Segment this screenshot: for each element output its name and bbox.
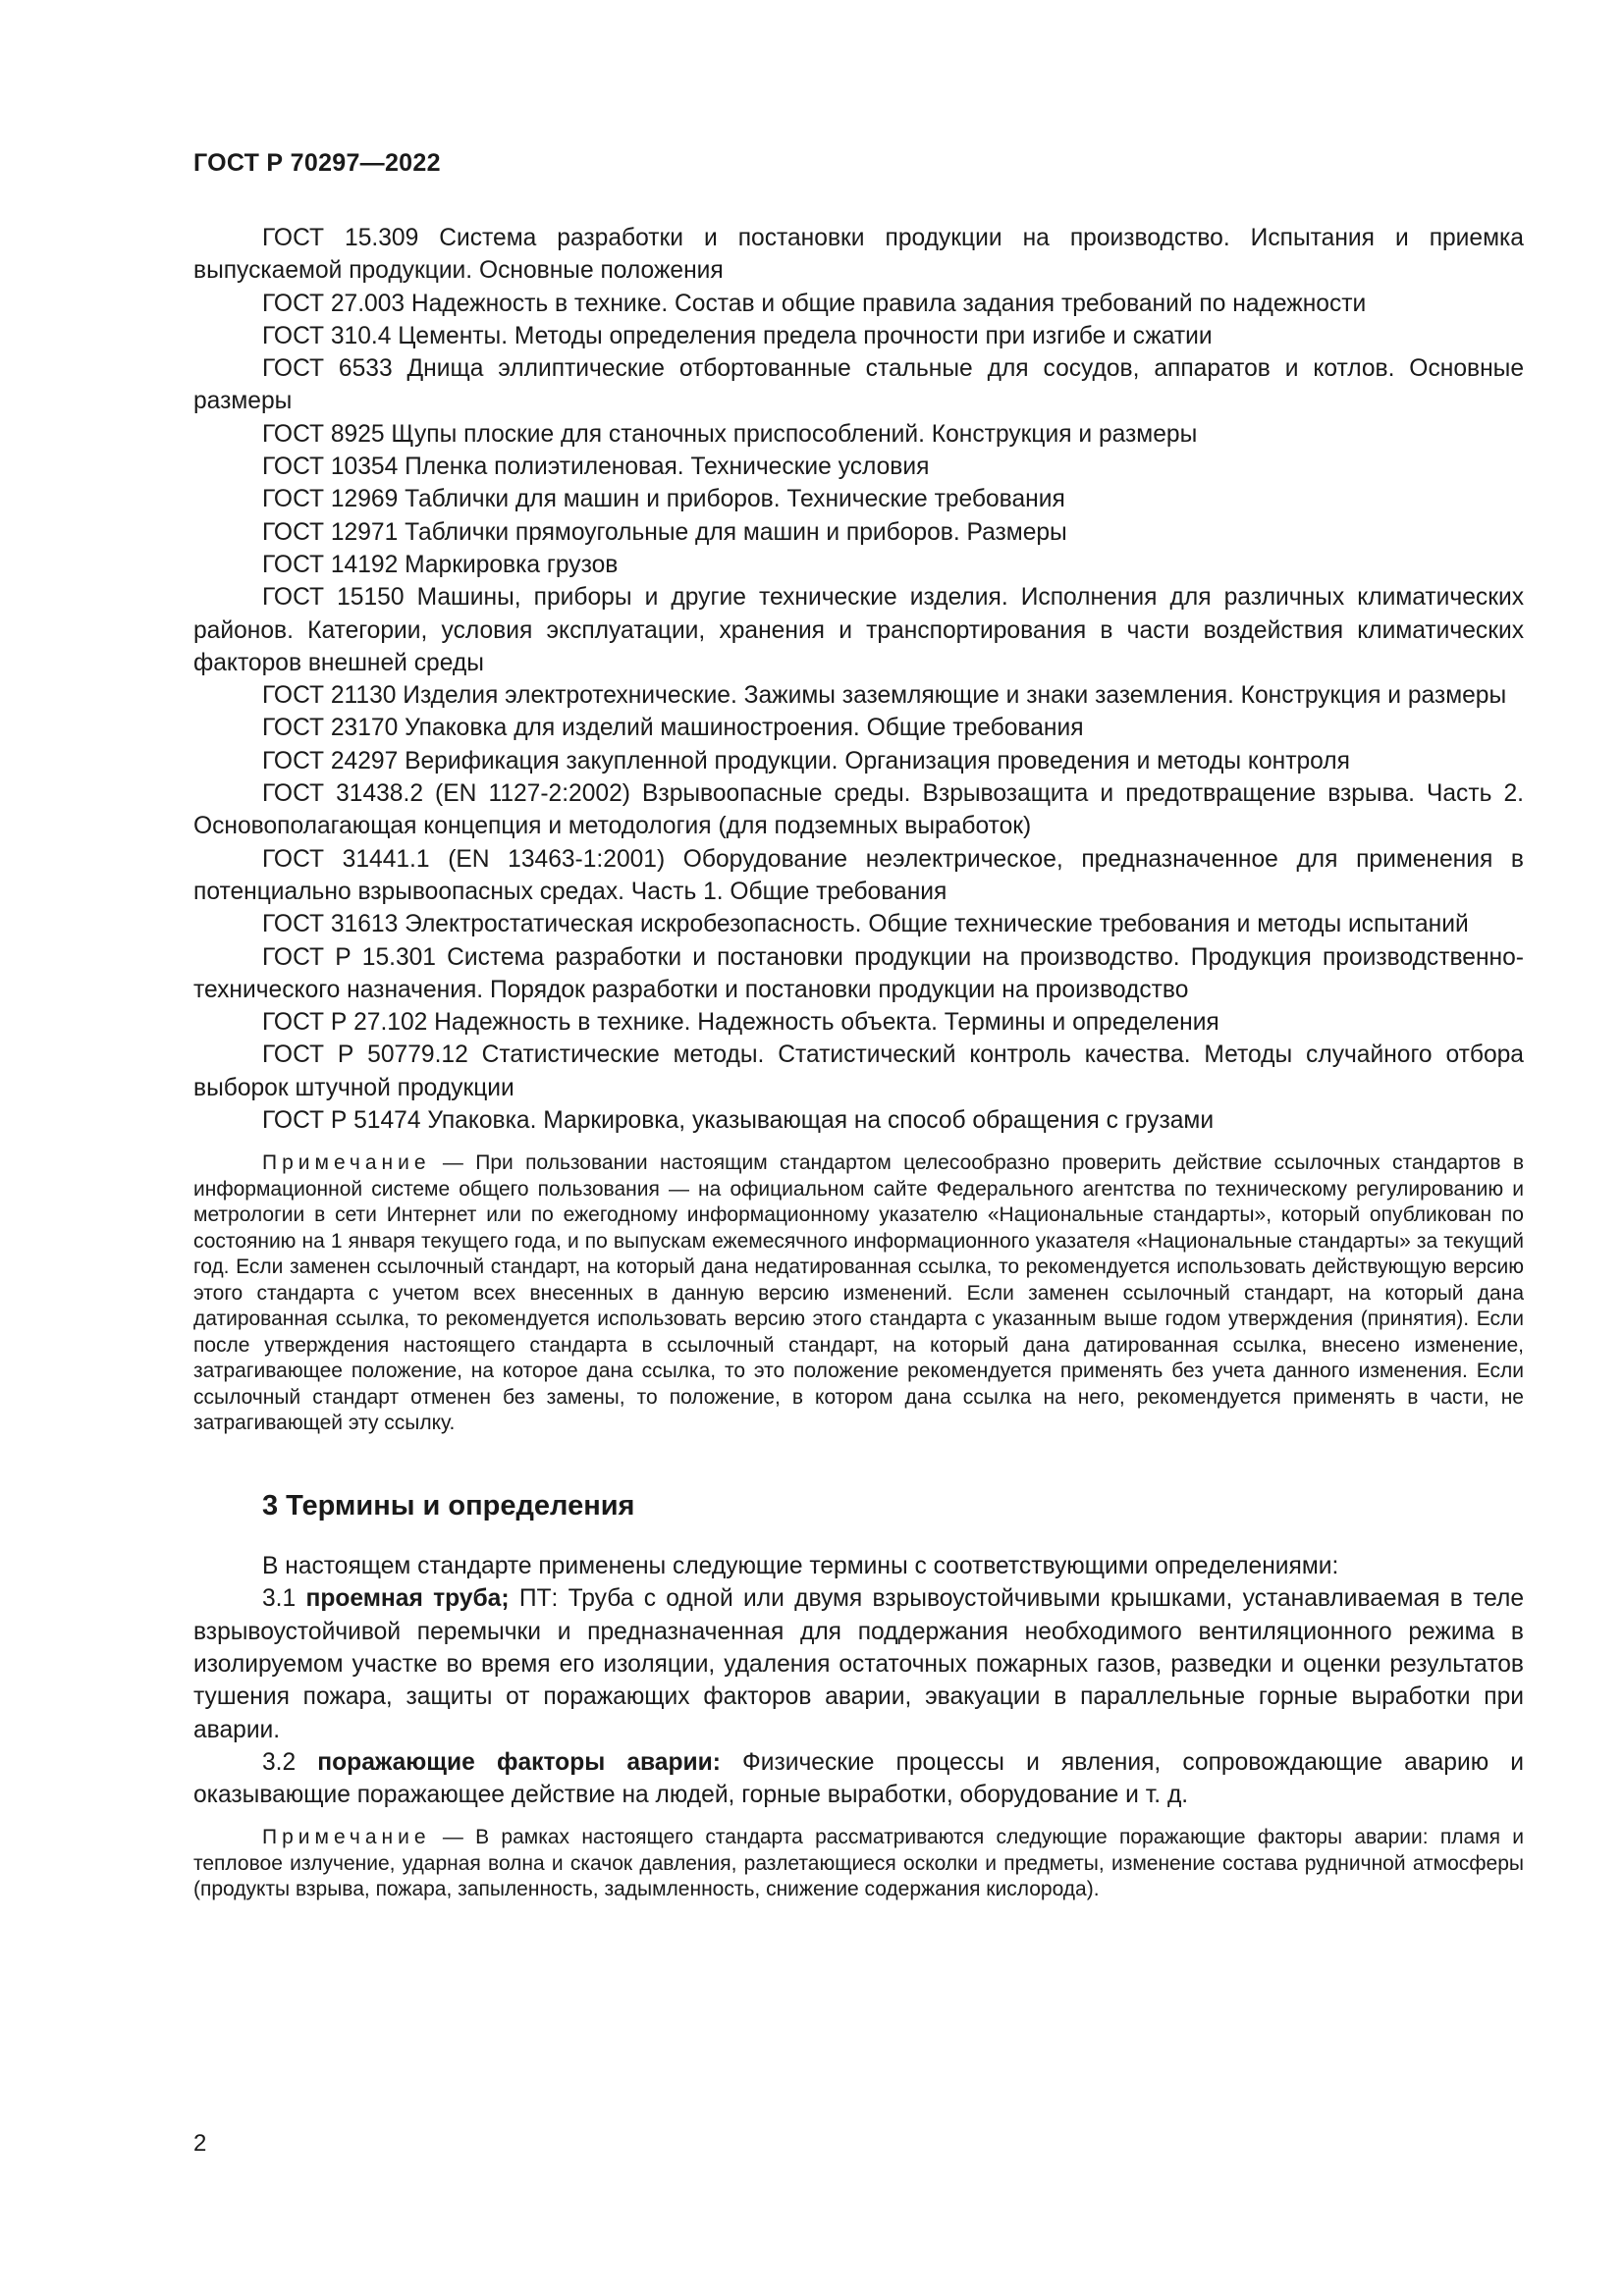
reference-item: ГОСТ 12971 Таблички прямоугольные для машин и приборов. Размеры bbox=[262, 518, 1067, 546]
reference-item: ГОСТ 14192 Маркировка грузов bbox=[262, 551, 619, 578]
reference-item: ГОСТ Р 27.102 Надежность в технике. Надежность объекта. Термины и определения bbox=[262, 1009, 1219, 1037]
reference-item: ГОСТ 31613 Электростатическая искробезопасность. Общие технические требования и методы испытаний bbox=[262, 911, 1469, 938]
reference-item: ГОСТ Р 15.301 Система разработки и постановки продукции на производство. Продукция производственно-технического назначения. Порядок разработки и постановки продукции на производство bbox=[193, 943, 1524, 1003]
note-text: — При пользовании настоящим стандартом целесообразно проверить действие ссылочных стандартов в информационной системе общего пользования — на официальном сайте Федерального агентства по техническому регулированию и метрологии в сети Интернет или по ежегодному информационному указателю «Национальные стандарты», который опубликован по состоянию на 1 января текущего года, и по выпускам ежемесячного информационного указателя «Национальные стандарты» за текущий год. Если заменен ссылочный стандарт, на который дана недатированная ссылка, то рекомендуется использовать действующую версию этого стандарта с учетом всех внесенных в данную версию изменений. Если заменен ссылочный стандарт, на который дана датированная ссылка, то рекомендуется использовать версию этого стандарта с указанным выше годом утверждения (принятия). Если после утверждения настоящего стандарта в ссылочный стандарт, на который дана датированная ссылка, внесено изменение, затрагивающее положение, на которое дана ссылка, то это положение рекомендуется применять без учета данного изменения. Если ссылочный стандарт отменен без замены, то положение, в котором дана ссылка на него, рекомендуется применять в части, не затрагивающей эту ссылку. bbox=[193, 1151, 1524, 1435]
reference-item: ГОСТ 15.309 Система разработки и постановки продукции на производство. Испытания и приемка выпускаемой продукции. Основные положения bbox=[193, 225, 1524, 285]
section-heading: 3 Термины и определения bbox=[262, 1489, 635, 1522]
term-number: 3.1 bbox=[262, 1585, 306, 1613]
reference-item: ГОСТ Р 50779.12 Статистические методы. Статистический контроль качества. Методы случайного отбора выборок штучной продукции bbox=[193, 1041, 1524, 1101]
reference-item: ГОСТ 310.4 Цементы. Методы определения предела прочности при изгибе и сжатии bbox=[262, 322, 1213, 349]
reference-item: ГОСТ 6533 Днища эллиптические отбортованные стальные для сосудов, аппаратов и котлов. Основные размеры bbox=[193, 355, 1524, 415]
note-text: — В рамках настоящего стандарта рассматриваются следующие поражающие факторы аварии: пламя и тепловое излучение, ударная волна и скачок давления, разлетающиеся осколки и предметы, изменение состава рудничной атмосферы (продукты взрыва, пожара, запыленность, задымленность, снижение содержания кислорода). bbox=[193, 1826, 1524, 1901]
reference-item: ГОСТ 8925 Щупы плоские для станочных приспособлений. Конструкция и размеры bbox=[262, 420, 1198, 448]
reference-item: ГОСТ 21130 Изделия электротехнические. Зажимы заземляющие и знаки заземления. Конструкция и размеры bbox=[262, 682, 1507, 710]
terms-note bbox=[193, 1825, 1524, 1903]
reference-item: ГОСТ 24297 Верификация закупленной продукции. Организация проведения и методы контроля bbox=[262, 747, 1350, 774]
document-header: ГОСТ Р 70297—2022 bbox=[193, 149, 441, 177]
page-number: 2 bbox=[193, 2130, 207, 2157]
reference-item: ГОСТ 31441.1 (EN 13463-1:2001) Оборудование неэлектрическое, предназначенное для применения в потенциально взрывоопасных средах. Часть 1. Общие требования bbox=[193, 845, 1524, 905]
term-text: ПТ: Труба с одной или двумя взрывоустойчивыми крышками, устанавливаемая в теле взрывоустойчивой перемычки и предназначенная для поддержания необходимого вентиляционного режима в изолируемом участке во время его изоляции, удаления остаточных пожарных газов, разведки и оценки результатов тушения пожара, защиты от поражающих факторов аварии, эвакуации в параллельные горные выработки при аварии. bbox=[193, 1585, 1524, 1743]
references-list bbox=[193, 222, 1524, 1137]
note-label: Примечание bbox=[262, 1151, 431, 1175]
reference-item: ГОСТ 12969 Таблички для машин и приборов. Технические требования bbox=[262, 486, 1065, 513]
term-text: Физические процессы и явления, сопровождающие аварию и оказывающие поражающее действие на людей, горные выработки, оборудование и т. д. bbox=[193, 1748, 1524, 1809]
term-definition bbox=[193, 1582, 1524, 1745]
term-definition bbox=[193, 1746, 1524, 1812]
reference-item: ГОСТ Р 51474 Упаковка. Маркировка, указывающая на способ обращения с грузами bbox=[262, 1107, 1215, 1135]
section-intro: В настоящем стандарте применены следующие термины с соответствующими определениями: bbox=[262, 1553, 1339, 1580]
note-label: Примечание bbox=[262, 1826, 431, 1849]
reference-item: ГОСТ 10354 Пленка полиэтиленовая. Технические условия bbox=[262, 454, 930, 481]
reference-item: ГОСТ 27.003 Надежность в технике. Состав и общие правила задания требований по надежности bbox=[262, 290, 1367, 317]
reference-item: ГОСТ 15150 Машины, приборы и другие технические изделия. Исполнения для различных климатических районов. Категории, условия эксплуатации, хранения и транспортирования в части воздействия климатических факторов внешней среды bbox=[193, 584, 1524, 676]
term-name: проемная труба; bbox=[305, 1585, 519, 1613]
reference-item: ГОСТ 23170 Упаковка для изделий машиностроения. Общие требования bbox=[262, 715, 1084, 742]
reference-item: ГОСТ 31438.2 (EN 1127-2:2002) Взрывоопасные среды. Взрывозащита и предотвращение взрыва. Часть 2. Основополагающая концепция и методология (для подземных выработок) bbox=[193, 780, 1524, 840]
references-note bbox=[193, 1150, 1524, 1437]
page-body bbox=[193, 222, 1524, 1903]
term-number: 3.2 bbox=[262, 1748, 318, 1776]
term-name: поражающие факторы аварии: bbox=[317, 1748, 721, 1776]
